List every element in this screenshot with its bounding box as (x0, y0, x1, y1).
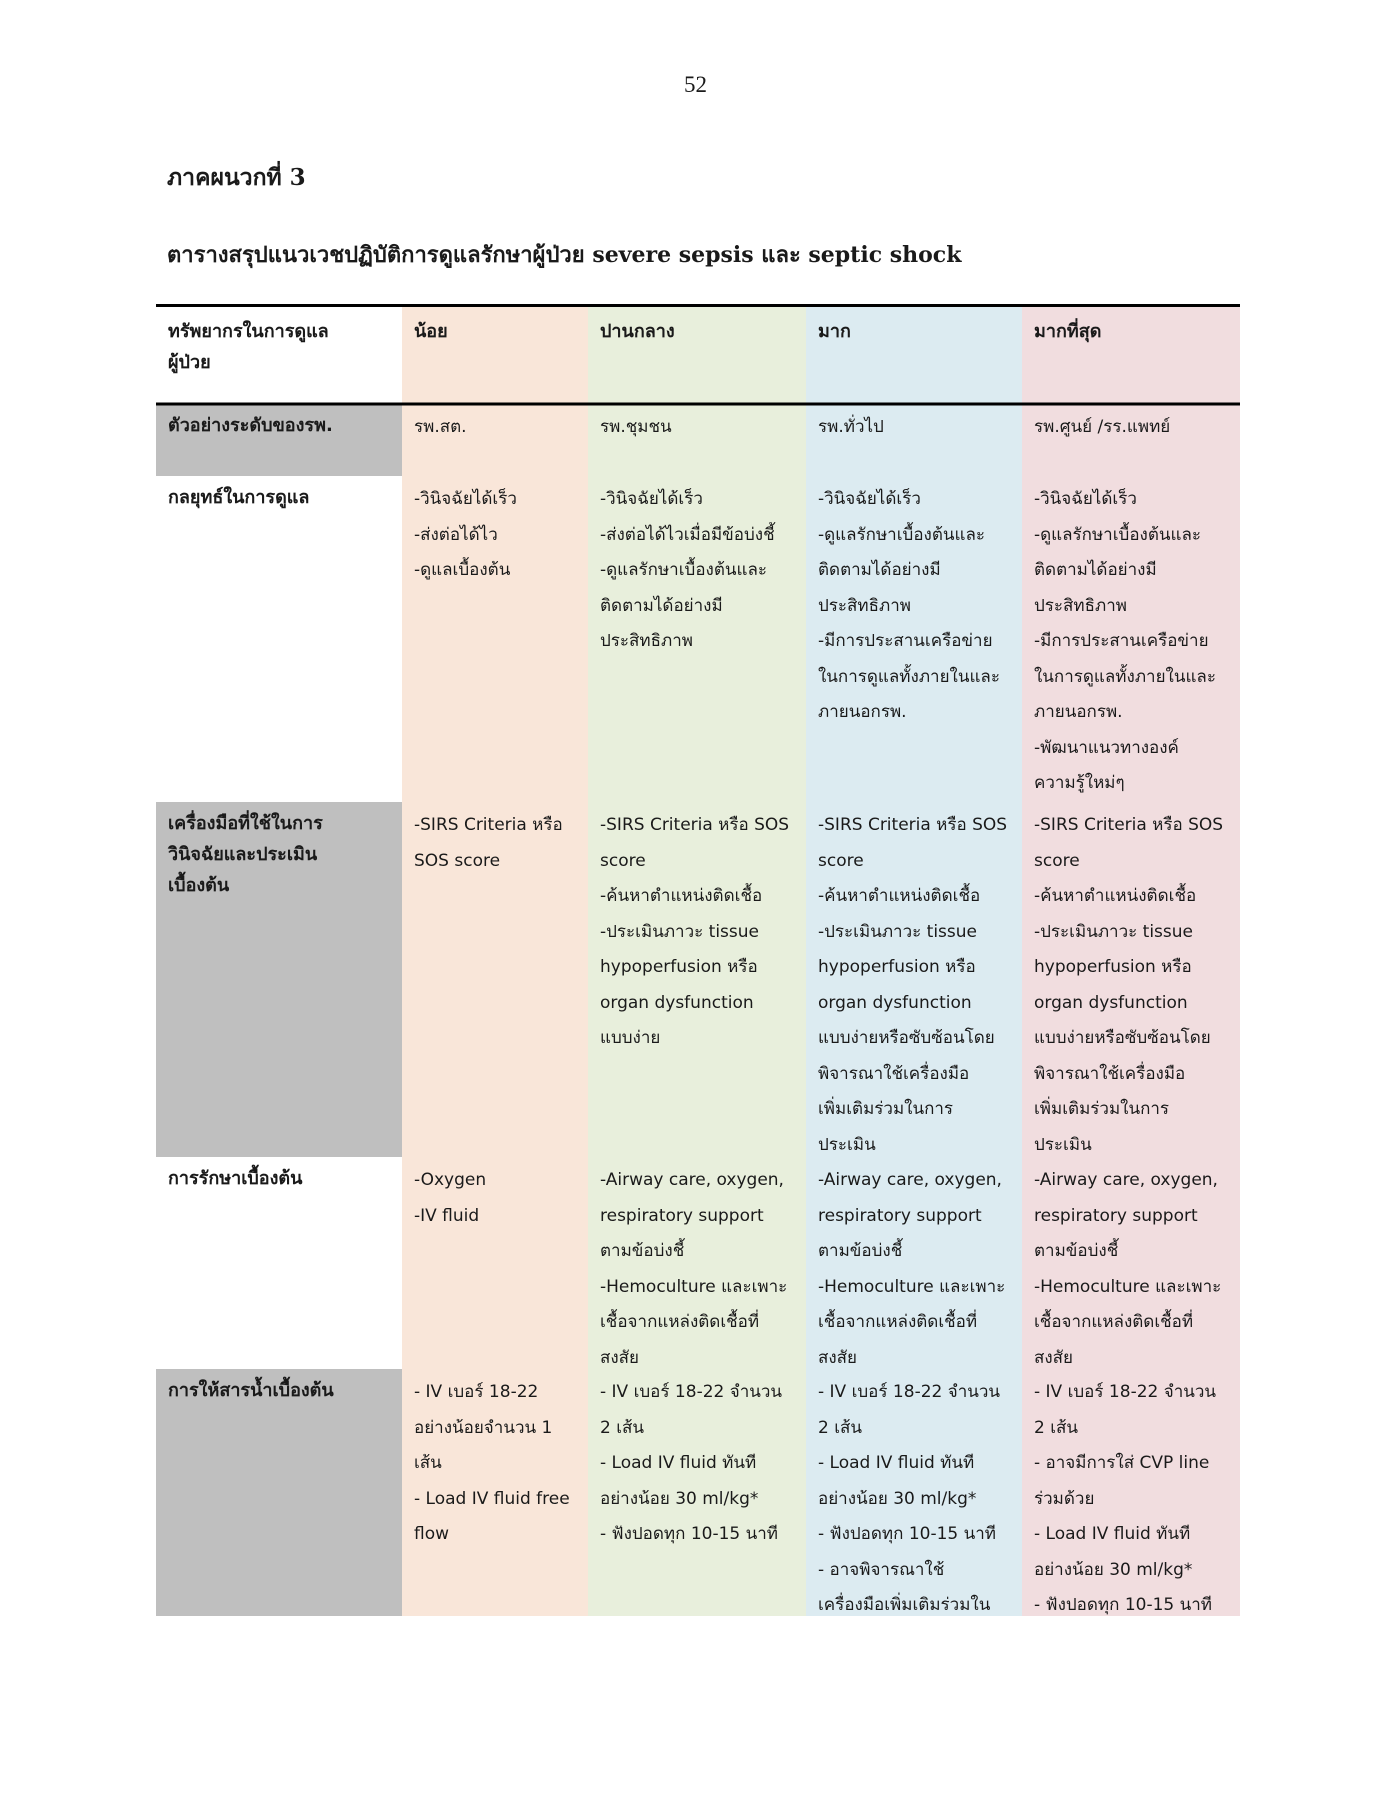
column-header-3: มาก (818, 321, 851, 342)
cell-line: - Load IV fluid free (414, 1488, 570, 1509)
table-title: ตารางสรุปแนวเวชปฏิบัติการดูแลรักษาผู้ป่วย severe sepsis และ septic shock (167, 242, 962, 268)
cell-line: ประเมิน (1034, 1134, 1092, 1155)
cell-line: รพ.ทั่วไป (818, 417, 884, 437)
cell-line: -วินิจฉัยได้เร็ว (600, 489, 703, 509)
cell-line: ประสิทธิภาพ (1034, 595, 1127, 616)
cell-line: พิจารณาใช้เครื่องมือ (1034, 1063, 1186, 1084)
cell-line: 2 เส้น (600, 1417, 645, 1438)
column-header-2: ปานกลาง (600, 321, 675, 342)
cell-line: เส้น (414, 1453, 442, 1473)
cell-line: hypoperfusion หรือ (818, 957, 976, 977)
cell-line: เพิ่มเติมร่วมในการ (1034, 1099, 1170, 1119)
cell-line: ภายนอกรพ. (818, 702, 907, 722)
cell-line: -มีการประสานเครือข่าย (818, 631, 993, 651)
cell-line: 2 เส้น (818, 1417, 863, 1438)
cell-line: -ประเมินภาวะ tissue (600, 921, 759, 942)
cell-line: -ค้นหาตำแหน่งติดเชื้อ (818, 886, 981, 906)
cell-line: แบบง่ายหรือซับซ้อนโดย (1034, 1028, 1211, 1048)
table-cell-r3-c1 (414, 808, 584, 879)
cell-line: สงสัย (818, 1347, 858, 1368)
cell-line: -ดูแลรักษาเบื้องต้นและ (1034, 524, 1202, 545)
cell-line: - Load IV fluid ทันที (1034, 1524, 1191, 1544)
cell-line: score (818, 850, 864, 871)
cell-line: เชื้อจากแหล่งติดเชื้อที่ (818, 1312, 978, 1332)
column-header-1: น้อย (414, 321, 448, 342)
cell-line: score (600, 850, 646, 871)
cell-line: -Airway care, oxygen, (600, 1170, 784, 1190)
cell-line: - ฟังปอดทุก 10-15 นาที (600, 1524, 778, 1544)
cell-line: ในการดูแลทั้งภายในและ (1034, 666, 1216, 687)
cell-line: - ฟังปอดทุก 10-15 นาที (818, 1524, 996, 1544)
cell-line: แบบง่าย (600, 1028, 661, 1048)
cell-line: ทรัพยากรในการดูแล (168, 321, 329, 342)
cell-line: - IV เบอร์ 18-22 จำนวน (600, 1382, 783, 1402)
cell-line: ประสิทธิภาพ (600, 631, 693, 651)
cell-line: - IV เบอร์ 18-22 (414, 1382, 539, 1402)
cell-line: รพ.สต. (414, 417, 467, 437)
cell-line: เชื้อจากแหล่งติดเชื้อที่ (600, 1312, 760, 1332)
cell-line: ภายนอกรพ. (1034, 702, 1123, 722)
cell-line: - อาจพิจารณาใช้ (818, 1559, 945, 1580)
cell-line: ติดตามได้อย่างมี (818, 560, 941, 580)
table-cell-r4-c3 (818, 1163, 1018, 1376)
cell-line: -ดูแลรักษาเบื้องต้นและ (818, 524, 986, 545)
cell-line: อย่างน้อย 30 ml/kg* (1034, 1559, 1193, 1580)
cell-line: organ dysfunction (1034, 992, 1188, 1013)
cell-line: ติดตามได้อย่างมี (600, 595, 723, 616)
cell-line: -Hemoculture และเพาะ (1034, 1276, 1222, 1297)
cell-line: hypoperfusion หรือ (1034, 957, 1192, 977)
cell-line: -ดูแลรักษาเบื้องต้นและ (600, 560, 768, 580)
cell-line: -ดูแลเบื้องต้น (414, 560, 511, 580)
cell-line: -SIRS Criteria หรือ SOS (1034, 815, 1224, 835)
cell-line: เครื่องมือที่ใช้ในการ (168, 813, 323, 834)
cell-line: organ dysfunction (818, 992, 972, 1013)
cell-line: ตามข้อบ่งชี้ (600, 1241, 685, 1261)
table-cell-r5-c2 (600, 1375, 802, 1553)
cell-line: อย่างน้อย 30 ml/kg* (818, 1488, 977, 1509)
cell-line: -ประเมินภาวะ tissue (1034, 921, 1193, 942)
cell-line: -SIRS Criteria หรือ SOS (600, 815, 790, 835)
cell-line: - ฟังปอดทุก 10-15 นาที (1034, 1595, 1212, 1615)
cell-line: ในการดูแลทั้งภายในและ (818, 666, 1000, 687)
cell-line: อย่างน้อย 30 ml/kg* (600, 1488, 759, 1509)
table-cell-r5-c1 (414, 1375, 584, 1553)
cell-line: SOS score (414, 850, 501, 871)
cell-line: การให้สารน้ำเบื้องต้น (168, 1380, 334, 1401)
cell-line: เครื่องมือเพิ่มเติมร่วมใน (818, 1595, 991, 1615)
cell-line: อย่างน้อยจำนวน 1 (414, 1417, 553, 1438)
table-cell-r2-c3 (818, 482, 1018, 731)
cell-line: - Load IV fluid ทันที (600, 1453, 757, 1473)
column-header-4: มากที่สุด (1034, 321, 1102, 342)
cell-line: ติดตามได้อย่างมี (1034, 560, 1157, 580)
table-cell-r3-c2 (600, 808, 802, 1057)
cell-line: -วินิจฉัยได้เร็ว (1034, 489, 1137, 509)
cell-line: รพ.ชุมชน (600, 417, 672, 437)
cell-line: -Oxygen (414, 1170, 487, 1190)
cell-line: -ส่งต่อได้ไวเมื่อมีข้อบ่งชี้ (600, 524, 775, 545)
table-cell-r5-c4 (1034, 1375, 1236, 1624)
cell-line: พิจารณาใช้เครื่องมือ (818, 1063, 970, 1084)
table-cell-r2-c4 (1034, 482, 1236, 802)
cell-line: -พัฒนาแนวทางองค์ (1034, 737, 1179, 758)
cell-line: -ประเมินภาวะ tissue (818, 921, 977, 942)
cell-line: สงสัย (1034, 1347, 1074, 1368)
cell-line: respiratory support (600, 1205, 764, 1226)
cell-line: -Airway care, oxygen, (818, 1170, 1002, 1190)
cell-line: เพิ่มเติมร่วมในการ (818, 1099, 954, 1119)
cell-line: score (1034, 850, 1080, 871)
table-cell-r1-c3 (818, 410, 1018, 446)
cell-line: organ dysfunction (600, 992, 754, 1013)
cell-line: ตามข้อบ่งชี้ (1034, 1241, 1119, 1261)
cell-line: hypoperfusion หรือ (600, 957, 758, 977)
table-cell-r2-c2 (600, 482, 802, 660)
cell-line: -SIRS Criteria หรือ (414, 815, 563, 835)
row-header-2 (168, 482, 394, 513)
cell-line: -วินิจฉัยได้เร็ว (818, 489, 921, 509)
cell-line: -ส่งต่อได้ไว (414, 524, 498, 545)
cell-line: เชื้อจากแหล่งติดเชื้อที่ (1034, 1312, 1194, 1332)
page-number: 52 (684, 72, 707, 97)
guideline-table (156, 304, 1240, 1616)
table-cell-r1-c4 (1034, 410, 1236, 446)
cell-line: -Hemoculture และเพาะ (600, 1276, 788, 1297)
cell-line: สงสัย (600, 1347, 640, 1368)
table-cell-r1-c2 (600, 410, 802, 446)
cell-line: - IV เบอร์ 18-22 จำนวน (1034, 1382, 1217, 1402)
cell-line: - Load IV fluid ทันที (818, 1453, 975, 1473)
cell-line: - อาจมีการใส่ CVP line (1034, 1453, 1210, 1473)
appendix-heading: ภาคผนวกที่ 3 (167, 164, 306, 191)
cell-line: -ค้นหาตำแหน่งติดเชื้อ (1034, 886, 1197, 906)
cell-line: respiratory support (818, 1205, 982, 1226)
table-cell-r1-c1 (414, 410, 584, 446)
cell-line: ตามข้อบ่งชี้ (818, 1241, 903, 1261)
cell-line: respiratory support (1034, 1205, 1198, 1226)
row-header-1 (168, 410, 394, 441)
cell-line: -ค้นหาตำแหน่งติดเชื้อ (600, 886, 763, 906)
cell-line: -วินิจฉัยได้เร็ว (414, 489, 517, 509)
cell-line: -IV fluid (414, 1205, 480, 1226)
cell-line: ประเมิน (818, 1134, 876, 1155)
cell-line: -SIRS Criteria หรือ SOS (818, 815, 1008, 835)
cell-line: -มีการประสานเครือข่าย (1034, 631, 1209, 651)
table-cell-r4-c2 (600, 1163, 802, 1376)
cell-line: -Hemoculture และเพาะ (818, 1276, 1006, 1297)
cell-line: ร่วมด้วย (1034, 1488, 1095, 1509)
cell-line: การรักษาเบื้องต้น (168, 1168, 303, 1189)
cell-line: ตัวอย่างระดับของรพ. (168, 415, 333, 436)
table-cell-r3-c4 (1034, 808, 1236, 1163)
table-cell-r2-c1 (414, 482, 584, 589)
cell-line: flow (414, 1524, 450, 1544)
row-header-fill-5 (156, 1369, 402, 1616)
cell-line: กลยุทธ์ในการดูแล (168, 487, 310, 508)
corner-header-cell (168, 316, 394, 378)
table-cell-r4-c1 (414, 1163, 584, 1234)
table-cell-r3-c3 (818, 808, 1018, 1163)
cell-line: ผู้ป่วย (168, 352, 211, 373)
table-cell-r4-c4 (1034, 1163, 1236, 1376)
row-header-5 (168, 1375, 394, 1406)
row-header-3 (168, 808, 394, 901)
row-header-4 (168, 1163, 394, 1194)
table-cell-r5-c3 (818, 1375, 1018, 1624)
cell-line: ความรู้ใหม่ๆ (1034, 773, 1125, 793)
cell-line: วินิจฉัยและประเมิน (168, 844, 318, 865)
cell-line: 2 เส้น (1034, 1417, 1079, 1438)
cell-line: รพ.ศูนย์ /รร.แพทย์ (1034, 417, 1171, 437)
cell-line: เบื้องต้น (168, 875, 230, 896)
cell-line: -Airway care, oxygen, (1034, 1170, 1218, 1190)
cell-line: ประสิทธิภาพ (818, 595, 911, 616)
cell-line: แบบง่ายหรือซับซ้อนโดย (818, 1028, 995, 1048)
cell-line: - IV เบอร์ 18-22 จำนวน (818, 1382, 1001, 1402)
